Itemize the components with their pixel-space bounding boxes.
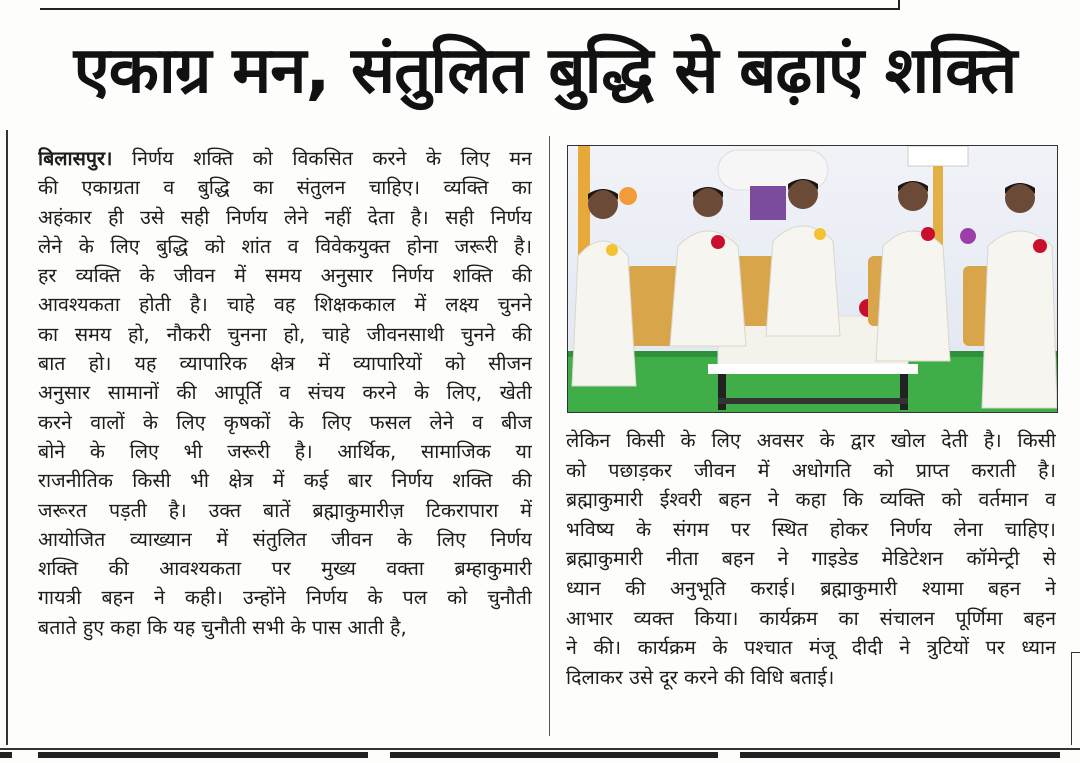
article-line (38, 144, 532, 173)
article-line: बताते हुए कहा कि यह चुनौती सभी के पास आती है, (38, 615, 407, 639)
article-line: गायत्री बहन ने कही। उन्होंने निर्णय के पल को चुनौती (38, 586, 532, 610)
article-line: आभार व्यक्त किया। कार्यक्रम का संचालन पूर्णिमा बहन (566, 606, 1056, 630)
news-photo (567, 145, 1058, 413)
article-line: दिलाकर उसे दूर करने की विधि बताई। (566, 665, 835, 689)
bottom-bar (38, 752, 368, 758)
article-line: राजनीतिक किसी भी क्षेत्र में कई बार निर्णय शक्ति की (38, 469, 532, 493)
article-right-column (566, 426, 1056, 692)
article-line: आवश्यकता होती है। चाहे वह शिक्षककाल में लक्ष्य चुनने (38, 293, 532, 317)
adjacent-article-border (1071, 652, 1080, 745)
top-rule (40, 8, 900, 10)
article-line: जरूरत पड़ती है। उक्त बातें ब्रह्माकुमारीज़ टिकरापारा में (38, 498, 532, 522)
article-line: को पछाड़कर जीवन में अधोगति को प्राप्त कराती है। (566, 458, 1056, 482)
dateline: बिलासपुर। (38, 147, 113, 170)
bottom-bar (0, 752, 12, 758)
article-line: लेकिन किसी के लिए अवसर के द्वार खोल देती है। किसी (566, 429, 1056, 452)
article-line: आयोजित व्याख्यान में संतुलित जीवन के लिए निर्णय (38, 527, 532, 551)
article-line: अहंकार ही उसे सही निर्णय लेने नहीं देता है। सही निर्णय (38, 205, 532, 229)
article-line: ब्रह्माकुमारी नीता बहन ने गाइडेड मेडिटेशन कॉमेन्ट्री से (566, 547, 1056, 571)
article-line: अनुसार सामानों की आपूर्ति व संचय करने के लिए, खेती (38, 381, 532, 405)
article-line: हर व्यक्ति के जीवन में समय अनुसार निर्णय शक्ति की (38, 264, 532, 288)
bottom-rule (0, 748, 1080, 750)
article-line: का समय हो, नौकरी चुनना हो, चाहे जीवनसाथी चुनने की (38, 322, 532, 346)
article-line: ध्यान की अनुभूति कराई। ब्रह्माकुमारी श्यामा बहन ने (566, 576, 1056, 600)
photo-of-speakers-icon (568, 146, 1057, 412)
headline: एकाग्र मन, संतुलित बुद्धि से बढ़ाएं शक्ति (73, 34, 1017, 108)
bottom-bar (390, 752, 718, 758)
left-border (6, 130, 8, 745)
article-line: बोने के लिए भी जरूरी है। आर्थिक, सामाजिक या (38, 439, 532, 463)
bottom-bar (740, 752, 1060, 758)
article-left-column (38, 144, 532, 642)
article-line: ब्रह्माकुमारी ईश्वरी बहन ने कहा कि व्यक्ति को वर्तमान व (566, 488, 1056, 512)
column-divider (549, 136, 550, 736)
top-rule-tick (898, 0, 900, 10)
article-line: बात हो। यह व्यापारिक क्षेत्र में व्यापारियों को सीजन (38, 352, 532, 376)
article-line-text: निर्णय शक्ति को विकसित करने के लिए मन (112, 147, 532, 170)
article-line: लेने के लिए बुद्धि को शांत व विवेकयुक्त होना जरूरी है। (38, 234, 532, 258)
article-line: ने की। कार्यक्रम के पश्चात मंजू दीदी ने त्रुटियों पर ध्यान (566, 636, 1056, 660)
article-line: शक्ति की आवश्यकता पर मुख्य वक्ता ब्रम्हाकुमारी (38, 557, 532, 581)
article-line: की एकाग्रता व बुद्धि का संतुलन चाहिए। व्यक्ति का (38, 176, 532, 200)
article-line: भविष्य के संगम पर स्थित होकर निर्णय लेना चाहिए। (566, 517, 1056, 541)
article-line: करने वालों के लिए कृषकों के लिए फसल लेने व बीज (38, 410, 532, 434)
